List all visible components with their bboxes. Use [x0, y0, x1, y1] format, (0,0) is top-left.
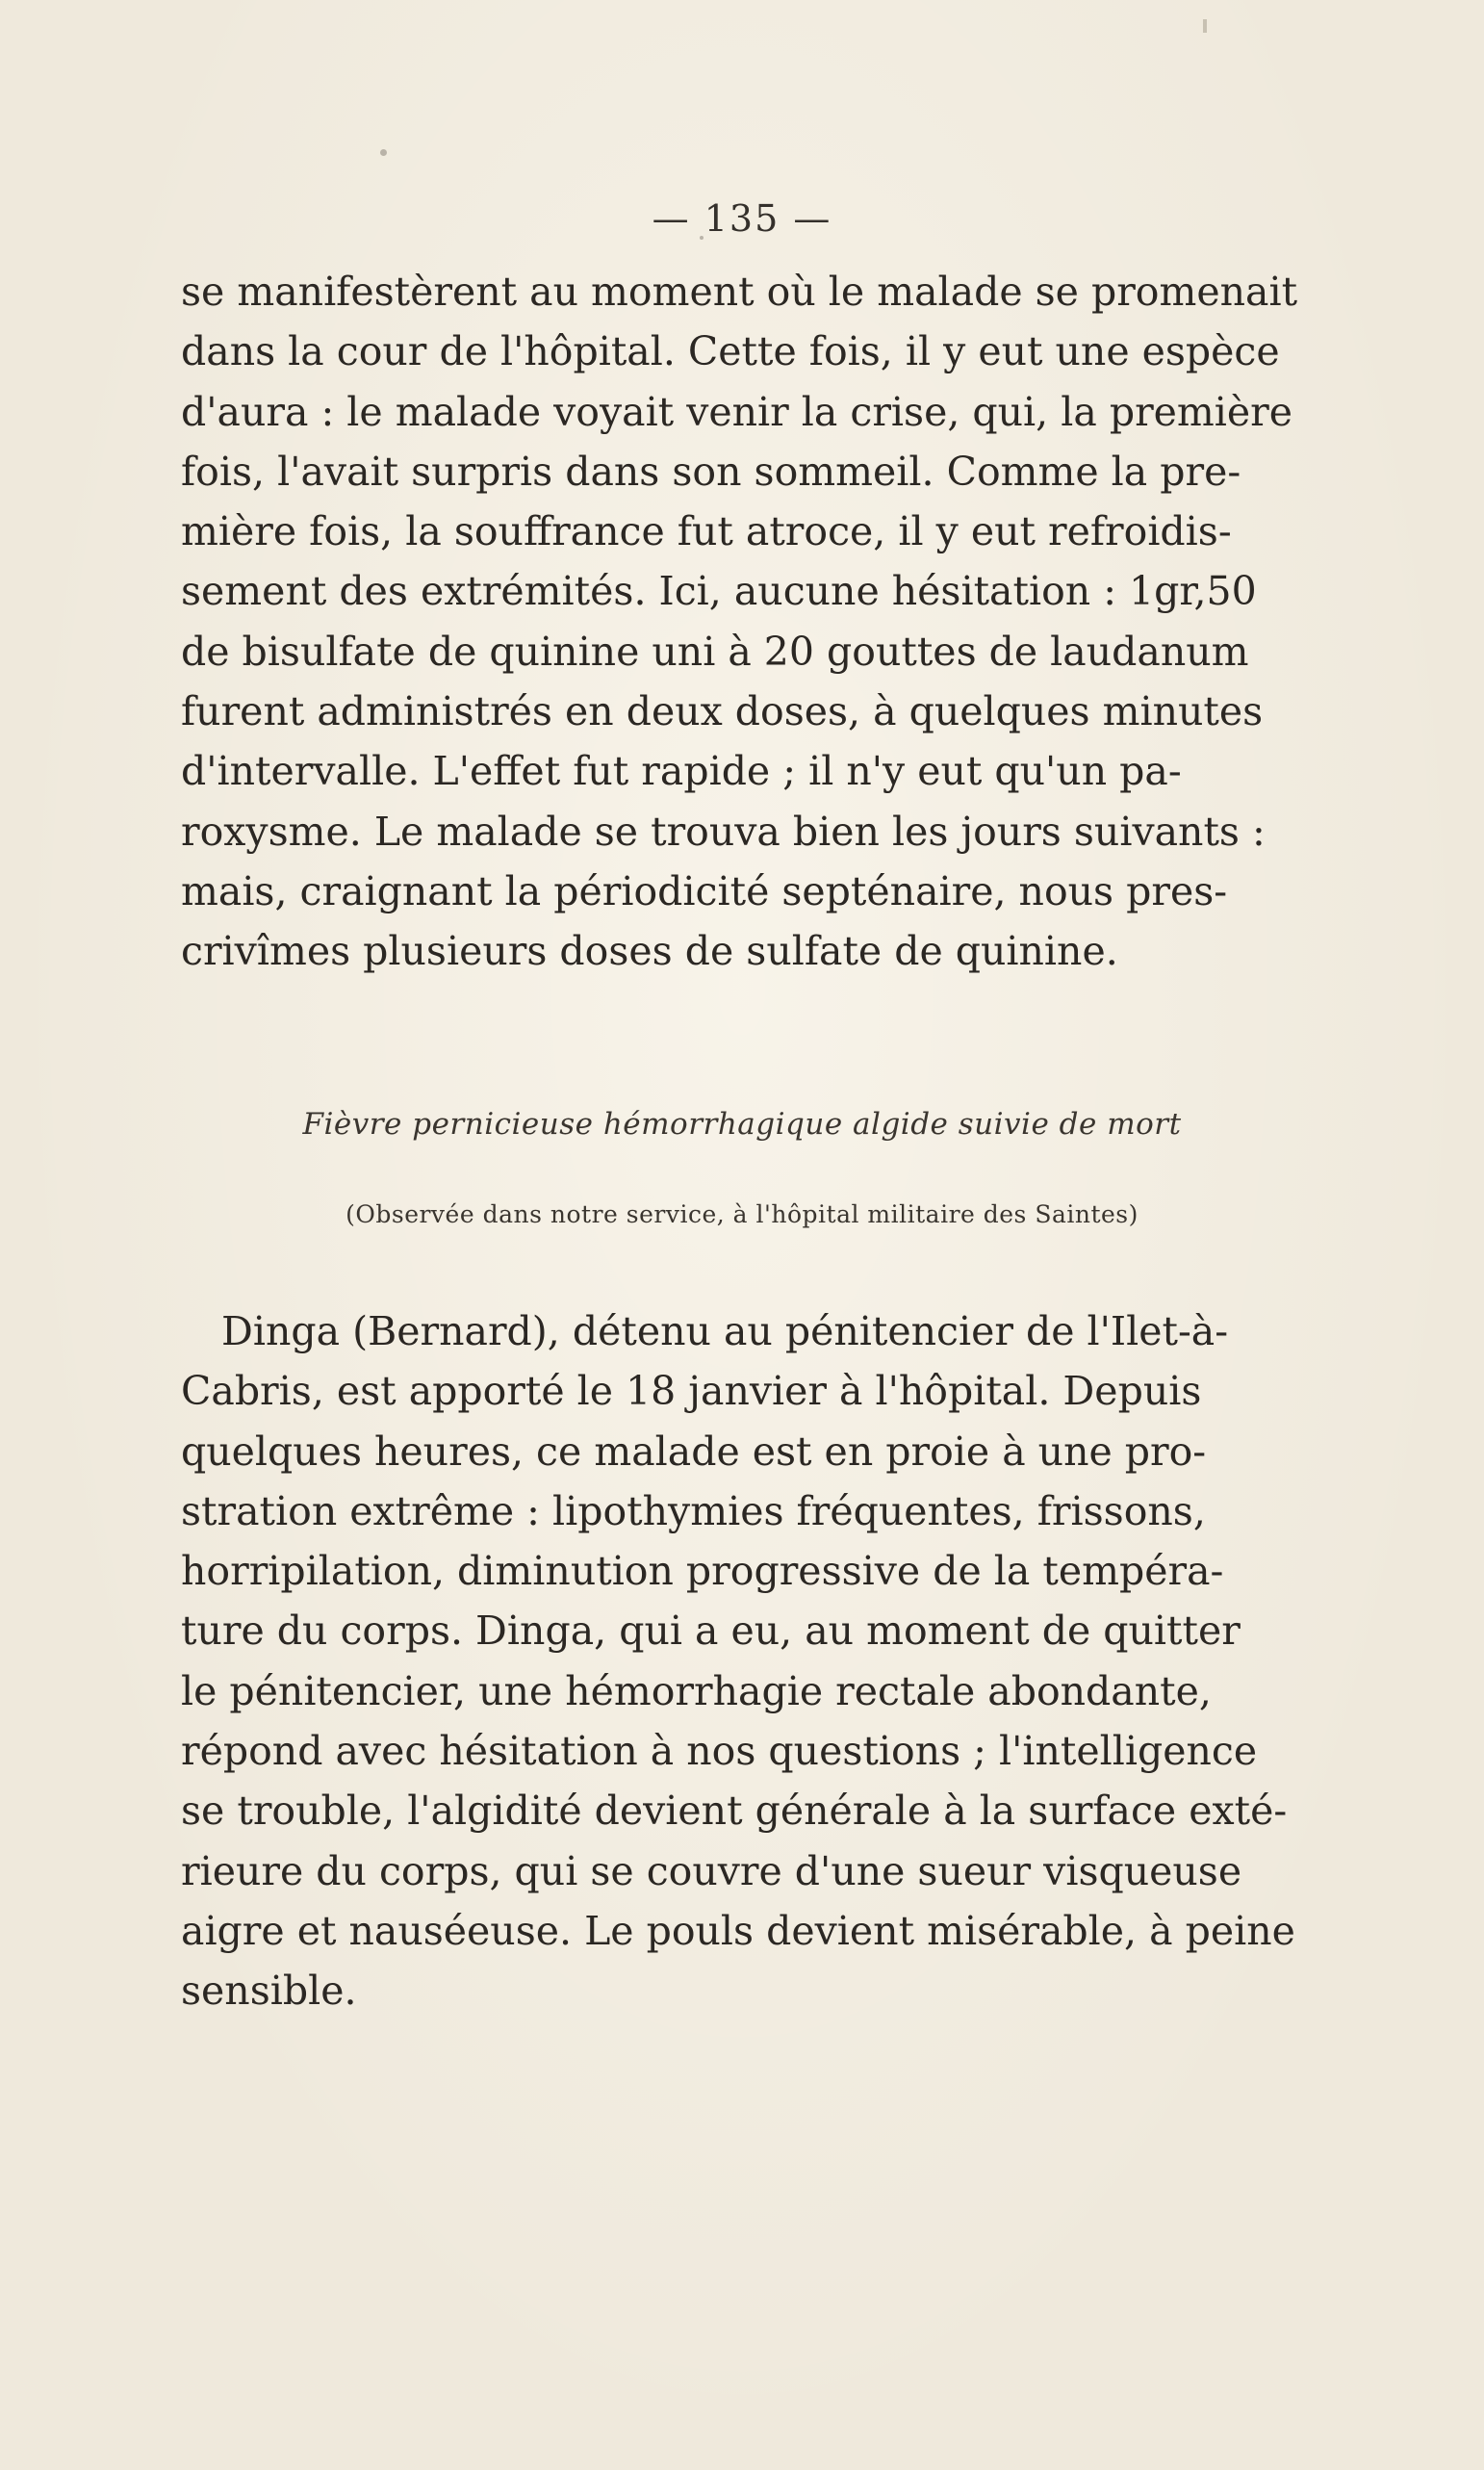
text-line: se manifestèrent au moment où le malade se promenait [181, 269, 1298, 315]
text-line: répond avec hésitation à nos questions ; l'intelligence [181, 1728, 1258, 1775]
text-line: mais, craignant la périodicité septénaire, nous pres- [181, 867, 1228, 914]
text-line: aigre et nauséeuse. Le pouls devient misérable, à peine [181, 1907, 1295, 1954]
section-subtitle: (Observée dans notre service, à l'hôpital militaire des Saintes) [345, 1200, 1139, 1228]
text-line: se trouble, l'algidité devient générale à la surface exté- [181, 1788, 1288, 1835]
text-line: crivîmes plusieurs doses de sulfate de quinine. [181, 928, 1118, 975]
text-line: furent administrés en deux doses, à quelques minutes [181, 688, 1264, 735]
margin-mark [1203, 19, 1207, 33]
text-line: le pénitencier, une hémorrhagie rectale abondante, [181, 1667, 1212, 1714]
text-line: sensible. [181, 1968, 357, 2015]
text-line: ture du corps. Dinga, qui a eu, au moment de quitter [181, 1608, 1241, 1655]
text-line: dans la cour de l'hôpital. Cette fois, il y eut une espèce [181, 328, 1280, 375]
text-line: Cabris, est apporté le 18 janvier à l'hôpital. Depuis [181, 1368, 1202, 1415]
text-line: d'aura : le malade voyait venir la crise, qui, la première [181, 388, 1293, 435]
paragraph-continuation [181, 262, 1298, 982]
text-line: sement des extrémités. Ici, aucune hésitation : 1gr,50 [181, 568, 1257, 615]
case-paragraph [181, 1301, 1295, 2021]
text-line: rieure du corps, qui se couvre d'une sueur visqueuse [181, 1847, 1242, 1894]
text-line: horripilation, diminution progressive de la tempéra- [181, 1548, 1224, 1595]
section-title: Fièvre pernicieuse hémorrhagique algide suivie de mort [302, 1107, 1182, 1142]
text-line: de bisulfate de quinine uni à 20 gouttes de laudanum [181, 628, 1249, 675]
text-line: quelques heures, ce malade est en proie à une pro- [181, 1428, 1207, 1475]
text-line: roxysme. Le malade se trouva bien les jours suivants : [181, 808, 1266, 855]
text-line: fois, l'avait surpris dans son sommeil. Comme la pre- [181, 448, 1241, 495]
text-line: d'intervalle. L'effet fut rapide ; il n'y eut qu'un pa- [181, 748, 1182, 795]
text-line: Dinga (Bernard), détenu au pénitencier de l'Ilet-à- [221, 1308, 1229, 1354]
text-line: stration extrême : lipothymies fréquentes, frissons, [181, 1487, 1206, 1534]
page-number: — 135 — [652, 197, 832, 240]
paper-speck [380, 149, 387, 156]
text-line: mière fois, la souffrance fut atroce, il y eut refroidis- [181, 508, 1232, 555]
